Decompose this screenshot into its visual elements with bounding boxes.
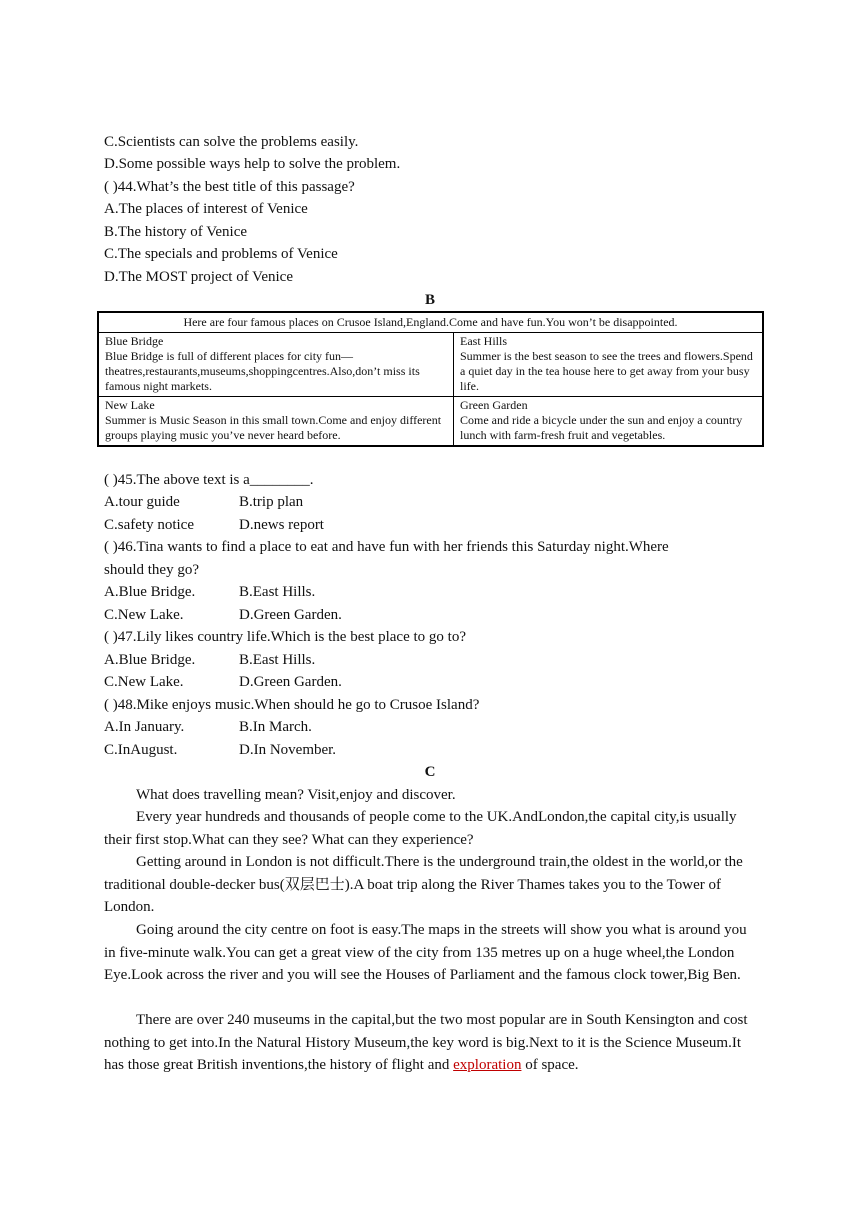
place-cell-new-lake xyxy=(98,397,454,447)
passage-paragraph-5 xyxy=(104,1009,759,1077)
place-name: Blue Bridge xyxy=(105,334,164,348)
q48-stem: ( )48.Mike enjoys music.When should he go to Crusoe Island? xyxy=(104,697,480,713)
q47-options-row1 xyxy=(104,649,316,671)
place-description: Blue Bridge is full of different places for city fun—theatres,restaurants,museums,shoppingcentres.Also,don’t miss its famous night markets. xyxy=(105,349,420,393)
places-intro: Here are four famous places on Crusoe Island,England.Come and have fun.You won’t be disappointed. xyxy=(98,312,763,333)
q44-option-a: A.The places of interest of Venice xyxy=(104,201,308,217)
place-description: Summer is the best season to see the trees and flowers.Spend a quiet day in the tea house here to get away from your busy life. xyxy=(460,349,753,393)
place-cell-green-garden xyxy=(454,397,764,447)
q45-option-d: D.news report xyxy=(239,517,324,533)
q46-stem: ( )46.Tina wants to find a place to eat and have fun with her friends this Saturday night.Where xyxy=(104,539,669,555)
q48-option-a: A.In January. xyxy=(104,719,185,735)
place-description: Come and ride a bicycle under the sun and enjoy a country lunch with farm-fresh fruit and vegetables. xyxy=(460,413,743,442)
q46-option-b: B.East Hills. xyxy=(239,584,316,600)
places-table xyxy=(97,311,764,447)
q46-option-a: A.Blue Bridge. xyxy=(104,584,196,600)
place-cell-east-hills xyxy=(454,333,764,397)
place-description: Summer is Music Season in this small town.Come and enjoy different groups playing music you’ve never heard before. xyxy=(105,413,442,442)
q46-options-row1 xyxy=(104,581,316,603)
q47-option-c: C.New Lake. xyxy=(104,674,184,690)
q47-option-d: D.Green Garden. xyxy=(239,674,342,690)
paragraph-5-text: There are over 240 museums in the capital,but the two most popular are in South Kensington and cost nothing to get into.In the Natural History Museum,the key word is big.Next to it is the Science Museum.It has those great British inventions,the history of flight and xyxy=(104,1012,748,1074)
q48-options-row2 xyxy=(104,739,337,761)
q46-option-d: D.Green Garden. xyxy=(239,607,342,623)
q45-option-c: C.safety notice xyxy=(104,517,194,533)
section-b-heading: B xyxy=(424,292,435,308)
q44-option-b: B.The history of Venice xyxy=(104,224,248,240)
passage-paragraph-4: Going around the city centre on foot is easy.The maps in the streets will show you what is around you in five-minute walk.You can get a great view of the city from 135 metres up on a huge wheel,the London Eye.Look across the river and you will see the Houses of Parliament and the famous clock tower,Big Ben. xyxy=(104,922,747,984)
place-name: East Hills xyxy=(460,334,507,348)
q45-options-row1 xyxy=(104,491,304,513)
q48-option-c: C.InAugust. xyxy=(104,742,178,758)
place-name: Green Garden xyxy=(460,398,528,412)
passage-paragraph-1: What does travelling mean? Visit,enjoy and discover. xyxy=(136,787,456,803)
q46-option-c: C.New Lake. xyxy=(104,607,184,623)
q47-options-row2 xyxy=(104,671,342,693)
passage-paragraph-2: Every year hundreds and thousands of people come to the UK.AndLondon,the capital city,is usually their first stop.What can they see? What can they experience? xyxy=(104,809,737,848)
q44-option-d: D.The MOST project of Venice xyxy=(104,269,293,285)
q47-option-b: B.East Hills. xyxy=(239,652,316,668)
q48-option-b: B.In March. xyxy=(239,719,312,735)
q45-options-row2 xyxy=(104,514,324,536)
q47-stem: ( )47.Lily likes country life.Which is the best place to go to? xyxy=(104,629,466,645)
q43-option-d: D.Some possible ways help to solve the problem. xyxy=(104,156,401,172)
q45-option-a: A.tour guide xyxy=(104,494,180,510)
q46-stem-continued: should they go? xyxy=(104,562,199,578)
q48-options-row1 xyxy=(104,716,312,738)
paragraph-5-end: of space. xyxy=(521,1057,579,1074)
q46-options-row2 xyxy=(104,604,342,626)
exploration-link[interactable]: exploration xyxy=(453,1057,522,1074)
section-c-heading: C xyxy=(424,764,436,780)
q45-option-b: B.trip plan xyxy=(239,494,304,510)
place-cell-blue-bridge xyxy=(98,333,454,397)
q47-option-a: A.Blue Bridge. xyxy=(104,652,196,668)
q44-option-c: C.The specials and problems of Venice xyxy=(104,246,338,262)
passage-paragraph-3: Getting around in London is not difficult.There is the underground train,the oldest in the world,or the traditional double-decker bus(双层巴士).A boat trip along the River Thames takes you to the Tower of London. xyxy=(104,854,743,916)
place-name: New Lake xyxy=(105,398,155,412)
q48-option-d: D.In November. xyxy=(239,742,337,758)
q43-option-c: C.Scientists can solve the problems easily. xyxy=(104,134,359,150)
q44-stem: ( )44.What’s the best title of this passage? xyxy=(104,179,355,195)
q45-stem: ( )45.The above text is a________. xyxy=(104,472,314,488)
